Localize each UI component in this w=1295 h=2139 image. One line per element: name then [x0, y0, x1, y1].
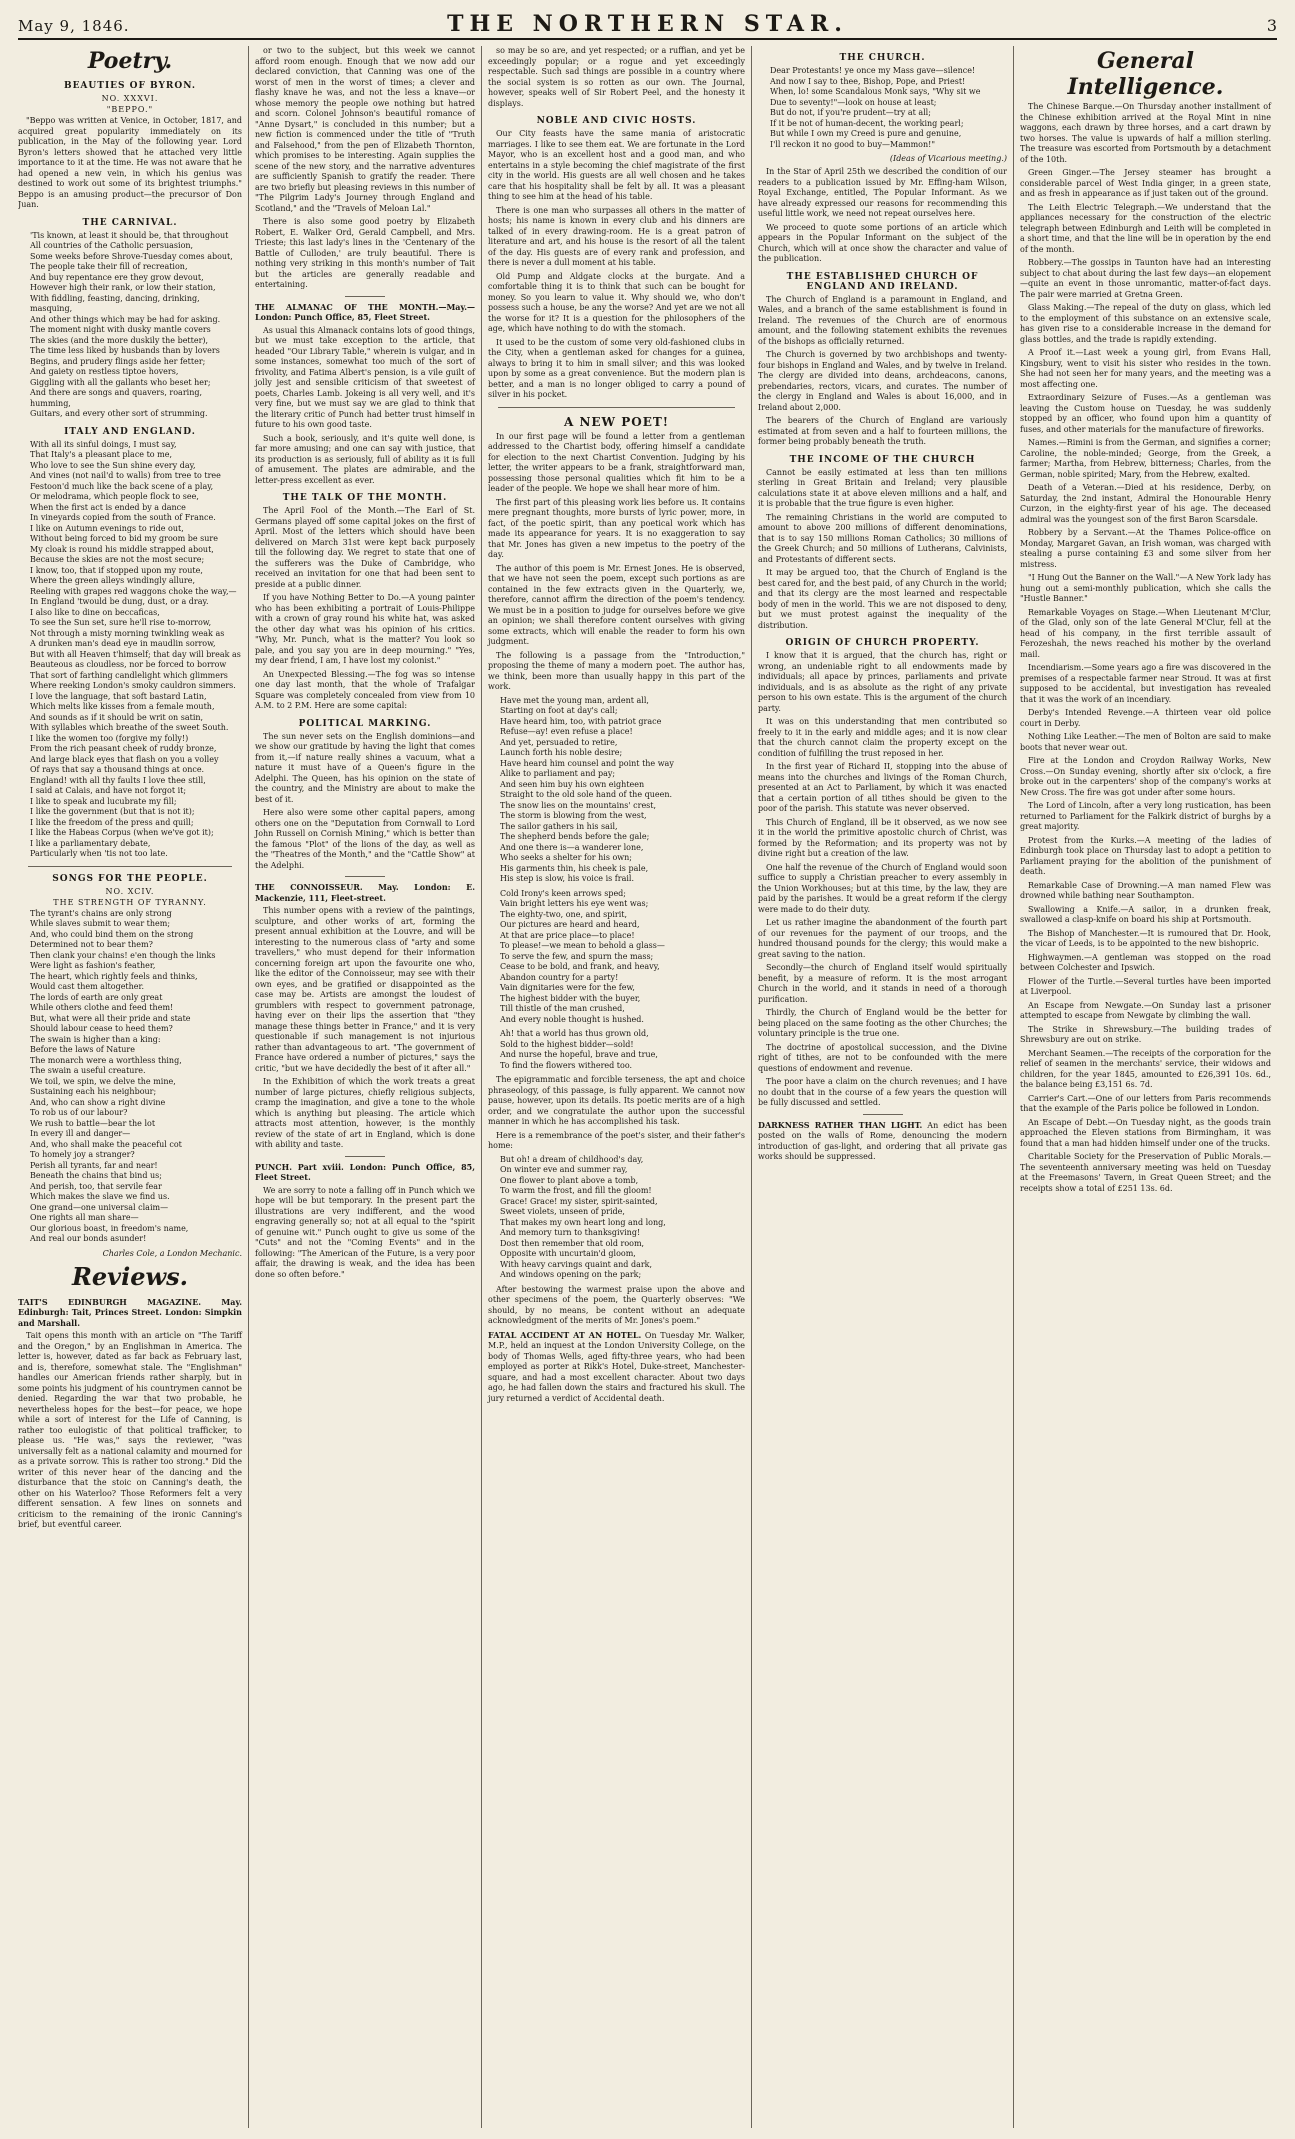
news-item: "I Hung Out the Banner on the Wall."—A New York lady has hung out a semi-monthly publication, which she calls the "Hustle Banner." — [1020, 573, 1271, 603]
songs-title: THE STRENGTH OF TYRANNY. — [53, 897, 207, 907]
poem-extract-2: Cold Irony's keen arrows sped; Vain bright letters his eye went was; The eighty-two, one, and spirit, Our pictures are heard and heard, At that are price place—to place! To please!—we mean to behold a glass— To serve the few, and spurn the mass; Cease to be bold, and frank, and heavy, Abandon country for a party! Vain dignitaries were for the few, The highest bidder with the buyer, Till thistle of the man crushed, And every noble thought is hushed. — [500, 888, 665, 1024]
reviews-section-title: Reviews. — [71, 1261, 189, 1291]
new-poet-para-6: Here is a remembrance of the poet's sister, and their father's home: — [488, 1130, 745, 1150]
month-para-1: The April Fool of the Month.—The Earl of St. Germans played off some capital jokes on the first of April. Most of the letters which should have been delivered on March 31st were kept back purposely till the following day. We regret to state that one of the sufferers was the Duke of Cambridge, who received an invitation for one that had been sent to preside at a public dinner. — [255, 506, 475, 589]
new-poet-para-5: The epigrammatic and forcible terseness, the apt and choice phraseology, of this passage, is fully apparent. We cannot now pause, however, upon its details. Its poetic merits are of a high order, and we congratulate the author upon the successful manner in which he has accomplished his task. — [488, 1075, 745, 1126]
new-poet-para-2: The first part of this pleasing work lies before us. It contains mere pregnant thoughts, more bursts of lyric power, more, in fact, of the poetic spirit, than any poetical work which has made its appearance for years. It is no exaggeration to say that Mr. Jones has given a new impetus to the poetry of the day. — [488, 497, 745, 559]
new-poet-para-3: The author of this poem is Mr. Ernest Jones. He is observed, that we have not seen the poem, except such portions as are contained in the few extracts given in the Quarterly, we, therefore, cannot affirm the direction of the poem's tendency. We must be in a position to judge for ourselves before we give an opinion; we shall therefore content ourselves with giving some extracts, which will enable the reader to form his own judgment. — [488, 563, 745, 646]
almanac-heading: THE ALMANAC OF THE MONTH.—May.—London: Punch Office, 85, Fleet Street. — [255, 301, 475, 322]
news-item: Swallowing a Knife.—A sailor, in a drunken freak, swallowed a clasp-knife on board his ship at Portsmouth. — [1020, 904, 1271, 924]
poem1-intro: "Beppo was written at Venice, in October, 1817, and acquired great popularity immediately on its publication, in the May of the following year. Lord Byron's letters showed that he attached very little importance to it at the time. He was not aware that he had opened a new vein, in which his genius was destined to work out some of its brightest triumphs." Beppo is an amusing product—the precursor of Don Juan. — [18, 116, 242, 209]
news-item: Names.—Rimini is from the German, and signifies a corner; Caroline, the noble-minded; George, from the Greek, a farmer; Martha, from Hebrew, bitterness; Charles, from the German, noble spirited; Mary, from the Hebrew, exalted. — [1020, 438, 1271, 479]
news-item: Fire at the London and Croydon Railway Works, New Cross.—On Sunday evening, shortly after six o'clock, a fire broke out in the carpenters' shop of the company's works at New Cross. The fire was got under after some hours. — [1020, 756, 1271, 797]
divider — [345, 876, 385, 877]
news-item: Remarkable Case of Drowning.—A man named Flew was drowned while bathing near Southampton. — [1020, 880, 1271, 900]
connoisseur-para-2: In the Exhibition of which the work treats a great number of large pictures, chiefly religious subjects, cramp the imagination, and give a tone to the whole which is anything but pleasing. The article which attracts most attention, however, is the monthly review of the state of art in England, which is done with ability and taste. — [255, 1077, 475, 1149]
columns — [18, 46, 1277, 2128]
news-item: Derby's Intended Revenge.—A thirteen vear old police court in Derby. — [1020, 708, 1271, 728]
poem1-text: 'Tis known, at least it should be, that throughout All countries of the Catholic persuasion, Some weeks before Shrove-Tuesday comes about, The people take their fill of recreation, And buy repentance ere they grow devout, However high their rank, or low their station, With fiddling, feasting, dancing, drinking, masquing, And other things which may be had for asking. The moment night with dusky mantle covers The skies (and the more duskily the better), The time less liked by husbands than by lovers Begins, and prudery flings aside her fetter; And gaiety on restless tiptoe hovers, Giggling with all the gallants who beset her; And there are songs and quavers, roaring, humming, Guitars, and every other sort of strumming. — [30, 230, 233, 418]
news-item: The Leith Electric Telegraph.—We understand that the appliances necessary for the construction of the electric telegraph between Edinburgh and Leith will be completed in a short time, and that the line will be in operation by the end of the month. — [1020, 202, 1271, 254]
page-number: 3 — [1266, 16, 1277, 35]
origin-heading: ORIGIN OF CHURCH PROPERTY. — [785, 638, 980, 648]
poem1-subtitle: "BEPPO." — [106, 105, 154, 114]
connoisseur-para-1: This number opens with a review of the paintings, sculpture, and other works of art, forming the present annual exhibition at the Louvre, and will be interesting to the numerous class of "arty and some travellers," who must depend for their information concerning foreign art upon the favourite one who, like the editor of the Connoisseur, may see with their own eyes, and be gratified or disappointed as the case may be. Artists are amongst the loudest of grumblers with respect to government patronage, having ever on their lips the assertion that "they manage these things better in France," and it is very questionable if such management is not injurious rather than advantageous to art. "The government of France have ordered a number of pictures," says the critic, "but we have decidedly the best of it after all." — [255, 906, 475, 1073]
newspaper-title: THE NORTHERN STAR. — [447, 11, 848, 37]
established-para-2: The Church is governed by two archbishops and twenty-four bishops in England and Wales, and by twelve in Ireland. The clergy are divided into deans, archdeacons, canons, prebendaries, rectors, vicars, and curates. The number of the clergy in England and Wales is about 16,000, and in Ireland about 2,000. — [758, 350, 1007, 412]
news-item: Highwaymen.—A gentleman was stopped on the road between Colchester and Ipswich. — [1020, 952, 1271, 972]
tait-text: Tait opens this month with an article on "The Tariff and the Oregon," by an Englishman in America. The letter is, however, dated as far back as February last, and is, therefore, somewhat stale. The "Englishman" handles our American friends rather sharply, but in some points his judgment of his countrymen cannot be denied. Regarding the war that two probable, he nevertheless hopes for the best—for peace, we hope while a sort of interest for the Life of Canning, is rather too eulogistic of that political trafficker, to please us. "He was," says the reviewer, "was universally felt as a national calamity and mourned for as a private sorrow. This is rather too strong." Did the writer of this never hear of the dancing and the disturbance that the stoic on Canning's death, the other on his Waterloo? Those Reformers felt a very different sensation. A few lines on sonnets and criticism to the remaining of the ironic Canning's brief, but eventful career. — [18, 1331, 242, 1529]
column-3 — [481, 46, 751, 2128]
origin-para-4: This Church of England, ill be it observed, as we now see it in the world the primitive apostolic church of Christ, was formed by the Reformation; and its property was not by divine right but a creation of the law. — [758, 817, 1007, 858]
col2-para-1: or two to the subject, but this week we cannot afford room enough. Enough that we now add our declared conviction, that Canning was one of the worst of men in the worst of times; a clever and flashy knave he was, and not the less a knave—or whose memory the people owe nothing but hatred and scorn. Colonel Johnson's beautiful romance of "Anne Dysart," is concluded in this number; but a new fiction is commenced under the title of "Truth and Falsehood," from the pen of Elizabeth Thornton, which promises to be interesting. Again supplies the scene of the new story, and the narrative adventures are sufficiently Spanish to gratify the reader. There are two briefly but pleasing reviews in this number of "The Pilgrim Lady's Journey through England and Scotland," and the "Travels of Meloan Lal." — [255, 46, 475, 213]
poem1-title: BEAUTIES OF BYRON. — [63, 81, 197, 91]
news-item: Protest from the Kurks.—A meeting of the ladies of Edinburgh took place on Thursday last to adopt a petition to Parliament praying for the abolition of the punishment of death. — [1020, 835, 1271, 876]
established-para-3: The bearers of the Church of England are variously estimated at from seven and a half to fourteen millions, the former being probably beneath the truth. — [758, 416, 1007, 446]
news-item: The Lord of Lincoln, after a very long rustication, has been returned to Parliament for the Falkirk district of burghs by a great majority. — [1020, 801, 1271, 831]
political-para-2: Here also were some other capital papers, among others one on the "Deputation from Cornwall to Lord John Russell on Cornish Mining," which is better than the famous "Plot" of the lions of the day, as well as the "Theatres of the Month," and the "Cattle Show" at the Adelphi. — [255, 808, 475, 870]
poetry-section-title: Poetry. — [87, 48, 173, 74]
origin-para-1: I know that it is argued, that the church has, right or wrong, an undeniable right to all endowments made by individuals; all apace by princes, parliaments and private individuals, and is as absolute as the right of any private person to his own estate. This is the argument of the church party. — [758, 651, 1007, 713]
masthead — [18, 4, 1277, 40]
origin-para-8: Thirdly, the Church of England would be the better for being placed on the same footing as the other Churches; the voluntary principle is the true one. — [758, 1008, 1007, 1038]
income-para-1: Cannot be easily estimated at less than ten millions sterling in Great Britain and Ireland; very plausible calculations state it at above eleven millions and a half, and it is probable that the true figure is even higher. — [758, 467, 1007, 508]
punch-para-1: We are sorry to note a falling off in Punch which we hope will be but temporary. In the present part the illustrations are very indifferent, and the wood engraving generally so; not at all equal to the "spirit of genuine wit." Punch ought to give us some of the "Cuts" and not the "Coming Events" and in the following: "The American of the Future, is a very poor affair, the drawing is weak, and the idea has been done so often before." — [255, 1185, 475, 1279]
origin-para-3: In the first year of Richard II, stopping into the abuse of means into the churches and livings of the Roman Church, presented at an Act to Parliament, by which it was enacted that a certain portion of all tithes should be given to the poor of the parish. This statute was never observed. — [758, 762, 1007, 813]
news-item: Incendiarism.—Some years ago a fire was discovered in the premises of a respectable farmer near Stroud. It was at first supposed to be accidental, but investigation has revealed that it was the work of an incendiary. — [1020, 663, 1271, 704]
income-para-3: It may be argued too, that the Church of England is the best cared for, and the best paid, of any Church in the world; and that its clergy are the most learned and respectable body of men in the world. This we are not disposed to deny, but we must protest against the inequality of the distribution. — [758, 568, 1007, 630]
new-poet-para-7: After bestowing the warmest praise upon the above and other specimens of the poem, the Quarterly observes: "We should, by no means, be content without an adequate acknowledgment of the merits of Mr. Jones's poem." — [488, 1284, 745, 1325]
news-item: Merchant Seamen.—The receipts of the corporation for the relief of seamen in the merchants' service, their widows and children, for the year 1845, amounted to £26,391 10s. 6d., the balance being £3,151 6s. 7d. — [1020, 1048, 1271, 1089]
issue-date: May 9, 1846. — [18, 17, 130, 35]
noble-para-1: Our City feasts have the same mania of aristocratic marriages. I like to see them eat. We are fortunate in the Lord Mayor, who is an excellent host and a good man, and who entertains in a style becoming the chief magistrate of the first city in the world. His guests are all well chosen and he takes care that his hospitality shall be felt by all. It was a pleasant thing to see him at the head of his table. — [488, 129, 745, 201]
news-item: Green Ginger.—The Jersey steamer has brought a considerable parcel of West India ginger, in a green state, and as fresh in appearance as if just taken out of the ground. — [1020, 168, 1271, 198]
poem-extract-1: Have met the young man, ardent all, Starting on foot at day's call; Have heard him, too, with patriot grace Refuse—ay! even refuse a place! And yet, persuaded to retire, Launch forth his noble desire; Have heard him counsel and point the way Alike to parliament and pay; And seen him buy his own eighteen Straight to the old sole hand of the queen. The snow lies on the mountains' crest, The storm is blowing from the west, The sailor gathers in his sail, The shepherd bends before the gale; And one there is—a wanderer lone, Who seeks a shelter for his own; His garments thin, his cheek is pale, His step is slow, his voice is frail. — [500, 695, 674, 883]
noble-para-3: Old Pump and Aldgate clocks at the burgate. And a comfortable thing it is to think that such can be bought for money. So you learn to value it. Why should we, who don't possess such a house, be any the worse? And yet are we not all the worse for it? It is a question for the philosophers of the age, which have nothing to do with the stomach. — [488, 271, 745, 333]
noble-para-4: It used to be the custom of some very old-fashioned clubs in the City, when a gentleman asked for changes for a guinea, always to bring it to him in small silver; and this was looked upon by some as a great convenience. But the modern plan is better, and a man is no longer obliged to carry a pound of silver in his pocket. — [488, 337, 745, 399]
origin-para-2: It was on this understanding that men contributed so freely to it in the early and middle ages; and it is now clear that the church cannot claim the property except on the condition of fulfilling the trust reposed in her. — [758, 717, 1007, 758]
col2-para-2: There is also some good poetry by Elizabeth Robert, E. Walker Ord, Gerald Campbell, and Mrs. Trieste; this last lady's lines in the 'Centenary of the Battle of Culloden,' are truly beautiful. There is nothing very striking in this month's number of Tait but the articles are generally readable and entertaining. — [255, 217, 475, 289]
income-heading: THE INCOME OF THE CHURCH — [789, 454, 976, 465]
general-intelligence-title: General Intelligence. — [1067, 48, 1224, 100]
column-1 — [18, 46, 248, 2128]
punch-heading: PUNCH. Part xviii. London: Punch Office, 85, Fleet Street. — [255, 1161, 475, 1182]
poem1-heading: THE CARNIVAL. — [82, 217, 178, 228]
income-para-2: The remaining Christians in the world are computed to amount to above 200 millions of different denominations, that is to say 150 millions Roman Catholics; 30 millions of the Greek Church; and 50 millions of Lutherans, Calvinists, and Protestants of different sects. — [758, 512, 1007, 564]
almanac-para-1: As usual this Almanack contains lots of good things, but we must take exception to the article, that headed "Our Library Table," wherein is vulgar, and in some instances, somewhat too much of the sort of frivolity, and Fatima Albert's pension, is a vile guilt of jolly jest and sensible criticism of that sweetest of poets, Charles Lamb. Jokeing is all very well, and it's very fine, but we must say we are glad to think that the literary critic of Punch had better trust himself in future to his own good taste. — [255, 325, 475, 429]
news-item: The Chinese Barque.—On Thursday another installment of the Chinese exhibition arrived at the Royal Mint in nine waggons, each drawn by three horses, and a cart drawn by two horses. The value is upwards of half a million sterling. The treasure was escorted from Portsmouth by a detachment of the 10th. — [1020, 102, 1271, 164]
established-church-heading: THE ESTABLISHED CHURCH OF ENGLAND AND IRELAND. — [786, 271, 979, 292]
poem1-number: NO. XXXVI. — [101, 94, 159, 103]
news-item: Flower of the Turtle.—Several turtles have been imported at Liverpool. — [1020, 976, 1271, 996]
month-para-2: If you have Nothing Better to Do.—A young painter who has been exhibiting a portrait of Louis-Philippe with a crown of gray round his white hat, was asked the other day what was his opinion of his critics. "Why, Mr. Punch, what is the matter? You look so pale, and you say you are in deep mourning." "Yes, my dear friend, I am, I have lost my colonist." — [255, 593, 475, 665]
column-2 — [248, 46, 481, 2128]
month-para-3: An Unexpected Blessing.—The fog was so intense one day last month, that the whole of Trafalgar Square was completely concealed from view from 10 A.M. to 2 P.M. Here are some capital: — [255, 669, 475, 710]
divider — [498, 407, 735, 408]
news-item: Death of a Veteran.—Died at his residence, Derby, on Saturday, the 2nd instant, Admiral the Honourable Henry Curzon, in the eighty-first year of his age. The deceased admiral was the youngest son of the first Baron Scarsdale. — [1020, 483, 1271, 524]
songs-signature: Charles Cole, a London Mechanic. — [102, 1248, 242, 1258]
column-4 — [751, 46, 1013, 2128]
church-verse-source: (Ideas of Vicarious meeting.) — [889, 154, 1007, 163]
news-item: The Strike in Shrewsbury.—The building trades of Shrewsbury are out on strike. — [1020, 1024, 1271, 1044]
songs-heading: SONGS FOR THE PEOPLE. — [52, 873, 208, 884]
connoisseur-heading: THE CONNOISSEUR. May. London: E. Mackenzie, 111, Fleet-street. — [255, 882, 475, 903]
divider — [345, 296, 385, 297]
songs-number: NO. XCIV. — [105, 886, 155, 896]
noble-para-2: There is one man who surpasses all others in the matter of hosts; his name is known in every club and his dinners are talked of in every drawing-room. He is a great patron of literature and art, and his house is the resort of all the talent of the day. His guests are of every rank and profession, and there is never a dull moment at his table. — [488, 205, 745, 267]
origin-para-6: Let us rather imagine the abandonment of the fourth part of our revenues for the payment of our troops, and the hundred thousand pounds for the clergy; this would make a great saving to the nation. — [758, 918, 1007, 959]
new-poet-para-1: In our first page will be found a letter from a gentleman addressed to the Chartist body, offering himself a candidate for election to the next Chartist Convention. Judging by his letter, the writer appears to be a frank, straightforward man, possessing those personal qualities which fit him to be a leader of the people. We hope we shall hear more of him. — [488, 431, 745, 493]
songs-text: The tyrant's chains are only strong While slaves submit to wear them; And, who could bind them on the strong Determined not to bear them? Then clank your chains! e'en though the links Were light as fashion's feather, The heart, which rightly feels and thinks, Would cast them altogether. The lords of earth are only great While others clothe and feed them! But, what were all their pride and state Should labour cease to heed them? The swain is higher than a king: Before the laws of Nature The monarch were a worthless thing, The swain a useful creature. We toil, we spin, we delve the mine, Sustaining each his neighbour; And, who can show a right divine To rob us of our labour? We rush to battle—bear the lot In every ill and danger— And, who shall make the peaceful cot To homely joy a stranger? Perish all tyrants, far and near! Beneath the chains that bind us; And perish, too, that servile fear Which makes the slave we find us. One grand—one universal claim— One rights all man share— Our glorious boast, in freedom's name, And real our bonds asunder! — [30, 908, 216, 1243]
new-poet-para-4: The following is a passage from the "Introduction," proposing the theme of many a modern poet. The author has, we think, been more than usually happy in this part of the work. — [488, 650, 745, 691]
col3-para-1: so may be so are, and yet respected; or a ruffian, and yet be exceedingly popular; or a rogue and yet exceedingly respectable. Such sad things are possible in a country where the social system is so rotten as our own. The Journal, however, speaks well of Sir Robert Peel, and the honesty it displays. — [488, 46, 745, 108]
origin-para-10: The poor have a claim on the church revenues; and I have no doubt that in the course of a few years the question will be fully discussed and settled. — [758, 1077, 1007, 1107]
church-verse: Dear Protestants! ye once my Mass gave—silence! And now I say to thee, Bishop, Pope, and Priest! When, lo! some Scandalous Monk says, "Why sit we Due to seventy!"—look on house at least; But do not, if you're prudent—try at all; If it be not of human-decent, the working pearl; But while I own my Creed is pure and genuine, I'll reckon it no good to buy—Mammon!" — [770, 66, 981, 149]
month-heading: THE TALK OF THE MONTH. — [282, 493, 448, 503]
church-para-1: In the Star of April 25th we described the condition of our readers to a publication issued by Mr. Effing-ham Wilson, Royal Exchange, entitled, The Popular Informant. As we have already expressed our reasons for recommending this useful little work, we need not repeat ourselves here. — [758, 167, 1007, 218]
origin-para-7: Secondly—the church of England itself would spiritually benefit, by a measure of reform. It is the most arrogant Church in the world, and it stands in need of a thorough purification. — [758, 963, 1007, 1004]
almanac-para-2: Such a book, seriously, and it's quite well done, is far more amusing; and one can say with justice, that its production is as seriously, full of ability as it is full of amusement. The plates are admirable, and the letter-press excellent as ever. — [255, 433, 475, 485]
divider — [28, 866, 232, 867]
news-item: The Bishop of Manchester.—It is rumoured that Dr. Hook, the vicar of Leeds, is to be appointed to the new bishopric. — [1020, 928, 1271, 948]
divider — [863, 1114, 903, 1115]
established-para-1: The Church of England is a paramount in England, and Wales, and a branch of the same establishment is found in Ireland. The revenues of the Church are of enormous amount, and the following statement exhibits the revenues of the bishops as officially returned. — [758, 294, 1007, 346]
news-item: Extraordinary Seizure of Fuses.—As a gentleman was leaving the Custom house on Tuesday, he was suddenly stopped by an officer, who found upon him a quantity of fuses, and other materials for the manufacture of fireworks. — [1020, 393, 1271, 434]
tait-heading: TAIT'S EDINBURGH MAGAZINE. May. Edinburgh: Tait, Princes Street. London: Simpkin and Marshall. — [18, 1296, 242, 1328]
news-item: Remarkable Voyages on Stage.—When Lieutenant M'Clur, of the Glad, only son of the late General M'Clur, fell at the head of his company, in the first terrible assault of Ferozeshah, the news reached his mother by the overland mail. — [1020, 607, 1271, 659]
news-item: A Proof it.—Last week a young girl, from Evans Hall, Kingsbury, went to visit his sister who resides in the town. She had not seen her for many years, and the meeting was a most affecting one. — [1020, 348, 1271, 389]
darkness-heading: DARKNESS RATHER THAN LIGHT. — [758, 1119, 923, 1130]
new-poet-heading: A NEW POET! — [563, 414, 670, 429]
news-item: An Escape from Newgate.—On Sunday last a prisoner attempted to escape from Newgate by climbing the wall. — [1020, 1000, 1271, 1020]
political-heading: POLITICAL MARKING. — [298, 718, 432, 729]
fatal-heading: FATAL ACCIDENT AT AN HOTEL. — [488, 1329, 642, 1340]
column-5 — [1013, 46, 1277, 2128]
news-item: Carrier's Cart.—One of our letters from Paris recommends that the example of the Paris police be followed in London. — [1020, 1093, 1271, 1113]
news-item: Charitable Society for the Preservation of Public Morals.—The seventeenth anniversary meeting was held on Tuesday at the Freemasons' Tavern, in Great Queen Street; and the receipts show a total of £251 13s. 6d. — [1020, 1152, 1271, 1193]
church-heading: THE CHURCH. — [839, 53, 926, 63]
news-item: An Escape of Debt.—On Tuesday night, as the goods train approached the Eleven stations from Birmingham, it was found that a man had hidden himself under one of the trucks. — [1020, 1117, 1271, 1148]
poem-extract-3: Ah! that a world has thus grown old, Sold to the highest bidder—sold! And nurse the hopeful, brave and true, To find the flowers withered too. — [500, 1029, 658, 1070]
news-item: Nothing Like Leather.—The men of Bolton are said to make boots that never wear out. — [1020, 732, 1271, 752]
poem-extract-4: But oh! a dream of childhood's day, On winter eve and summer ray, One flower to plant above a tomb, To warm the frost, and fill the gloom! Grace! Grace! my sister, spirit-sainted, Sweet violets, unseen of pride, That makes my own heart long and long, And memory turn to thanksgiving! Dost then remember that old room, Opposite with uncurtain'd gloom, With heavy carvings quaint and dark, And windows opening on the park; — [500, 1154, 666, 1279]
church-para-2: We proceed to quote some portions of an article which appears in the Popular Informant on the subject of the Church, which will at once show the character and value of the publication. — [758, 222, 1007, 263]
origin-para-9: The doctrine of apostolical succession, and the Divine right of tithes, are not to be confounded with the mere questions of endowment and revenue. — [758, 1042, 1007, 1073]
noble-heading: NOBLE AND CIVIC HOSTS. — [536, 116, 697, 126]
divider — [345, 1156, 385, 1157]
darkness-text: An edict has been posted on the walls of Rome, denouncing the modern introduction of gas-light, and ordering that all private gas works should be suppressed. — [758, 1120, 1007, 1161]
news-item: Glass Making.—The repeal of the duty on glass, which led to the employment of this substance on an extensive scale, has given rise to a considerable increase in the demand for glass bottles, and the trade is rapidly extending. — [1020, 303, 1271, 344]
news-item: Robbery.—The gossips in Taunton have had an interesting subject to chat about during the last few days—an elopement—quite an event in those unromantic, matter-of-fact days. The pair were married at Gretna Green. — [1020, 258, 1271, 299]
origin-para-5: One half the revenue of the Church of England would soon suffice to supply a Christian preacher to every assembly in the Union Workhouses; but at this time, by the law, they are paid by the parishes. It would be a great reform if the clergy were made to do their duty. — [758, 862, 1007, 914]
news-item: Robbery by a Servant.—At the Thames Police-office on Monday, Margaret Gavan, an Irish woman, was charged with stealing a purse containing £3 and some silver from her mistress. — [1020, 528, 1271, 569]
fatal-text: On Tuesday Mr. Walker, M.P., held an inquest at the London University College, on the body of Thomas Wells, aged fifty-three years, who had been employed as porter at Rikk's Hotel, Duke-street, Manchester-square, and had a most excellent character. About two days ago, he had fallen down the stairs and fractured his skull. The jury returned a verdict of Accidental death. — [488, 1330, 746, 1403]
poem2-text: With all its sinful doings, I must say, That Italy's a pleasant place to me, Who love to see the Sun shine every day, And vines (not nail'd to walls) from tree to tree Festoon'd much like the back scene of a play, Or melodrama, which people flock to see, When the first act is ended by a dance In vineyards copied from the south of France. I like on Autumn evenings to ride out, Without being forced to bid my groom be sure My cloak is round his middle strapped about, Because the skies are not the most secure; I know, too, that if stopped upon my route, Where the green alleys windingly allure, Reeling with grapes red waggons choke the way,— In England 'twould be dung, dust, or a dray. I also like to dine on beccaficas, To see the Sun set, sure he'll rise to-morrow, Not through a misty morning twinkling weak as A drunken man's dead eye in maudlin sorrow, But with all Heaven t'himself; that day will break as Beauteous as cloudless, nor be forced to borrow That sort of farthing candlelight which glimmers Where reeking London's smoky cauldron simmers. I love the language, that soft bastard Latin, Which melts like kisses from a female mouth, And sounds as if it should be writ on satin, With syllables which breathe of the sweet South. I like the women too (forgive my folly!) From the rich peasant cheek of ruddy bronze, And large black eyes that flash on you a volley Of rays that say a thousand things at once. England! with all thy faults I love thee still, I said at Calais, and have not forgot it; I like to speak and lucubrate my fill; I like the government (but that is not it); I like the freedom of the press and quill; I like the Habeas Corpus (when we've got it); I like a parliamentary debate, Particularly when 'tis not too late. — [30, 439, 241, 858]
political-para-1: The sun never sets on the English dominions—and we show our gratitude by having the light that comes from it,—if nature really shines a vacuum, what a nature it must have of a Queen's figure in the Adelphi. The Queen, has his opinion on the state of the country, and the Ministry are about to make the best of it. — [255, 731, 475, 804]
poem2-heading: ITALY AND ENGLAND. — [64, 426, 196, 437]
